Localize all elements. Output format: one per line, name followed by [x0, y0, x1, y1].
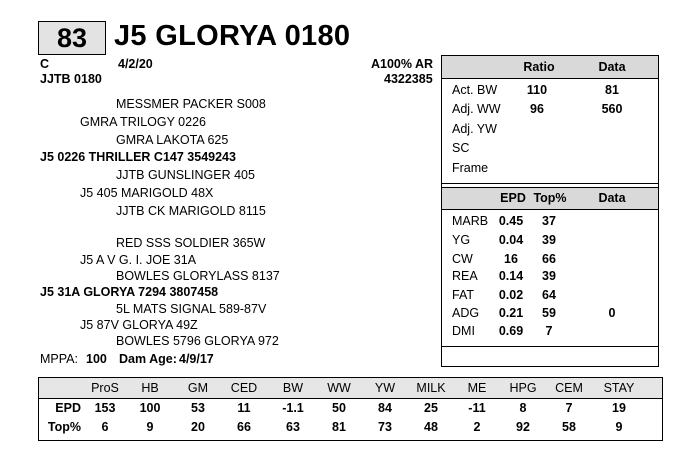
epd-value-bw: -1.1	[282, 401, 304, 415]
animal-name: J5 GLORYA 0180	[114, 20, 351, 52]
perf-data-ww: 560	[601, 102, 623, 116]
carcass-epd-fat: 0.02	[498, 288, 524, 302]
carcass-top-yg: 39	[542, 233, 556, 247]
dam-age-label: Dam Age:	[119, 352, 177, 366]
epd-header-ww: WW	[327, 381, 351, 395]
pedigree-sire-sire-sire: MESSMER PACKER S008	[116, 97, 266, 111]
epd-header-pros: ProS	[91, 381, 119, 395]
perf-label-bw: Act. BW	[452, 83, 498, 97]
epd-value-cem: 7	[565, 401, 573, 415]
pedigree-sire: J5 0226 THRILLER C147 3549243	[40, 150, 236, 164]
carcass-top-fat: 64	[542, 288, 556, 302]
ratio-header: Ratio	[523, 60, 555, 74]
dam-age-value: 4/9/17	[179, 352, 214, 366]
epd-value-stay: 19	[612, 401, 626, 415]
epd-header: EPD	[500, 191, 526, 205]
top-value-bw: 63	[286, 420, 300, 434]
top-header: Top%	[533, 191, 567, 205]
carcass-top-marb: 37	[542, 214, 556, 228]
carcass-top-rea: 39	[542, 269, 556, 283]
top-value-cem: 58	[562, 420, 576, 434]
perf-label-ww: Adj. WW	[452, 102, 501, 116]
top-value-ww: 81	[332, 420, 346, 434]
epd-table	[38, 377, 663, 441]
carcass-data-header: Data	[598, 191, 626, 205]
pedigree-dam-dam: J5 87V GLORYA 49Z	[80, 318, 198, 332]
top-value-yw: 73	[378, 420, 392, 434]
perf-data-bw: 81	[605, 83, 619, 97]
pedigree-dam-sire-sire: RED SSS SOLDIER 365W	[116, 236, 266, 250]
pedigree-dam-sire: J5 A V G. I. JOE 31A	[80, 253, 197, 267]
carcass-label-adg: ADG	[452, 306, 480, 320]
carcass-label-marb: MARB	[452, 214, 489, 228]
top-value-hb: 9	[146, 420, 154, 434]
carcass-top-cw: 66	[542, 252, 556, 266]
epd-header-me: ME	[467, 381, 487, 395]
carcass-label-fat: FAT	[452, 288, 474, 302]
carcass-epd-cw: 16	[504, 252, 518, 266]
registration-number: 4322385	[384, 72, 433, 86]
top-value-milk: 48	[424, 420, 438, 434]
perf-ratio-ww: 96	[530, 102, 544, 116]
perf-ratio-bw: 110	[526, 83, 548, 97]
top-value-me: 2	[473, 420, 481, 434]
top-value-pros: 6	[101, 420, 109, 434]
epd-value-yw: 84	[378, 401, 392, 415]
epd-header-hb: HB	[141, 381, 159, 395]
epd-header-gm: GM	[187, 381, 209, 395]
pedigree-sire-dam: J5 405 MARIGOLD 48X	[80, 186, 214, 200]
carcass-label-dmi: DMI	[452, 324, 475, 338]
carcass-data-adg: 0	[608, 306, 616, 320]
epd-value-pros: 153	[94, 401, 116, 415]
registration-code: A100% AR	[371, 57, 434, 71]
pedigree-dam-dam-sire: 5L MATS SIGNAL 589-87V	[116, 302, 267, 316]
top-value-gm: 20	[191, 420, 205, 434]
epd-value-me: -11	[468, 401, 486, 415]
epd-header-cem: CEM	[555, 381, 583, 395]
carcass-label-cw: CW	[452, 252, 473, 266]
perf-label-sc: SC	[452, 141, 470, 155]
carcass-label-yg: YG	[452, 233, 471, 247]
pedigree-sire-sire: GMRA TRILOGY 0226	[80, 115, 206, 129]
epd-value-ww: 50	[332, 401, 346, 415]
carcass-epd-dmi: 0.69	[498, 324, 524, 338]
perf-data-header: Data	[598, 60, 626, 74]
perf-label-yw: Adj. YW	[452, 122, 497, 136]
epd-value-milk: 25	[424, 401, 438, 415]
top-row-label: Top%	[47, 420, 81, 434]
carcass-epd-yg: 0.04	[498, 233, 524, 247]
carcass-top-adg: 59	[542, 306, 556, 320]
epd-value-gm: 53	[191, 401, 205, 415]
pedigree-dam-sire-dam: BOWLES GLORYLASS 8137	[116, 269, 280, 283]
epd-header-stay: STAY	[603, 381, 635, 395]
epd-header-bw: BW	[282, 381, 304, 395]
epd-value-ced: 11	[237, 401, 251, 415]
pedigree-dam: J5 31A GLORYA 7294 3807458	[40, 285, 219, 299]
epd-row-label: EPD	[55, 401, 81, 415]
mppa-value: 100	[86, 352, 107, 366]
performance-panel	[441, 55, 659, 367]
pedigree-sire-dam-sire: JJTB GUNSLINGER 405	[116, 168, 255, 182]
pedigree-sire-dam-dam: JJTB CK MARIGOLD 8115	[116, 204, 266, 218]
mppa-label: MPPA:	[40, 352, 78, 366]
top-value-stay: 9	[615, 420, 623, 434]
epd-value-hpg: 8	[519, 401, 527, 415]
pedigree-sire-sire-dam: GMRA LAKOTA 625	[116, 133, 229, 147]
pedigree-dam-dam-dam: BOWLES 5796 GLORYA 972	[116, 334, 279, 348]
lot-number: 83	[38, 21, 106, 55]
tattoo: JJTB 0180	[40, 72, 102, 86]
top-value-ced: 66	[237, 420, 251, 434]
epd-header-ced: CED	[230, 381, 258, 395]
epd-header-hpg: HPG	[509, 381, 537, 395]
sex-code: C	[40, 57, 50, 71]
top-value-hpg: 92	[516, 420, 530, 434]
epd-value-hb: 100	[139, 401, 161, 415]
birth-date: 4/2/20	[118, 57, 153, 71]
carcass-epd-rea: 0.14	[498, 269, 524, 283]
carcass-top-dmi: 7	[545, 324, 553, 338]
carcass-epd-adg: 0.21	[498, 306, 524, 320]
carcass-label-rea: REA	[452, 269, 478, 283]
perf-label-frame: Frame	[452, 161, 489, 175]
epd-header-yw: YW	[374, 381, 396, 395]
epd-header-milk: MILK	[416, 381, 446, 395]
carcass-epd-marb: 0.45	[498, 214, 524, 228]
